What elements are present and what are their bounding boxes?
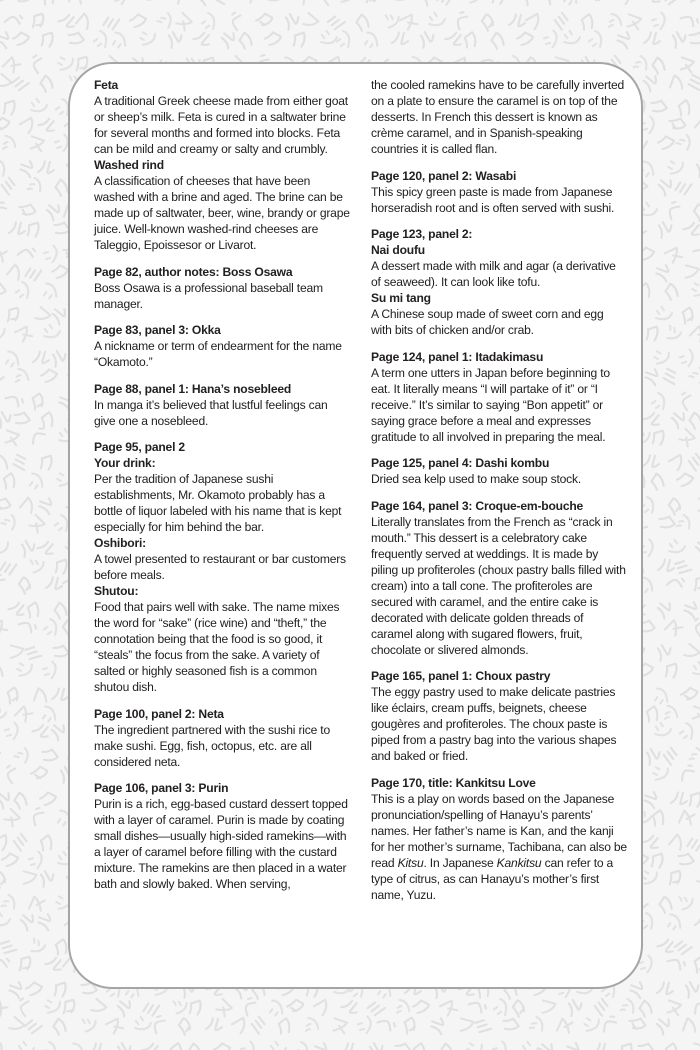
entry-heading: Page 100, panel 2: Neta [94, 706, 224, 721]
entry-text: the cooled ramekins have to be carefully inverted on a plate to ensure the caramel is on top of the desserts. In French this dessert is known as crème caramel, and in Spanish-speaking countries it is called flan. [371, 78, 625, 156]
glossary-entry [94, 264, 350, 312]
entry-heading: Nai doufu [371, 243, 425, 257]
entry-text: A towel presented to restaurant or bar customers before meals. [94, 552, 346, 582]
entry-heading: Shutou: [94, 584, 139, 598]
entry-text: This spicy green paste is made from Japanese horseradish root and is often served with sushi. [371, 184, 615, 215]
entry-heading: Page 165, panel 1: Choux pastry [371, 669, 551, 683]
entry-heading: Page 164, panel 3: Croque-em-bouche [371, 498, 584, 513]
glossary-entry [371, 668, 627, 764]
glossary-entry [94, 780, 350, 892]
entry-text: A Chinese soup made of sweet corn and egg with bits of chicken and/or crab. [371, 307, 604, 337]
entry-text: The eggy pastry used to make delicate pastries like éclairs, cream puffs, beignets, cheese gougères and profiteroles. The choux paste is piped from a pastry bag into the various shapes and baked or fried. [371, 685, 617, 763]
glossary-entry [94, 439, 350, 695]
glossary-entry [94, 322, 350, 370]
entry-heading: Washed rind [94, 158, 164, 172]
glossary-entry [371, 498, 627, 658]
entry-heading: Feta [94, 78, 119, 92]
entry-text: A dessert made with milk and agar (a derivative of seaweed). It can look like tofu. [371, 259, 616, 289]
entry-text: A nickname or term of endearment for the name “Okamoto.” [94, 339, 342, 369]
entry-text: This is a play on words based on the Japanese pronunciation/spelling of Hanayu’s parents’ names. Her father’s name is Kan, and the kanji for her mother’s surname, Tachibana, can also be read Kitsu. In Japanese Kankitsu can refer to a type of citrus, as can Hanayu’s mother’s first name, Yuzu. [371, 791, 627, 902]
glossary-entry [94, 381, 350, 429]
entry-text: Literally translates from the French as “crack in mouth.” This dessert is a celebratory cake frequently served at weddings. It is made by piling up profiteroles (choux pastry balls filled with cream) into a tall cone. The profiteroles are secured with caramel, and the entire cake is decorated with delicate golden threads of caramel along with sugared flowers, fruit, chocolate or slivered almonds. [371, 514, 626, 657]
entry-text: A classification of cheeses that have been washed with a brine and aged. The brine can be made up of saltwater, beer, wine, brandy or grape juice. Well-known washed-rind cheeses are Taleggio, Epoissesor or Livarot. [94, 174, 350, 252]
glossary-entry [94, 706, 350, 770]
glossary-columns [94, 77, 627, 913]
entry-text: A term one utters in Japan before beginning to eat. It literally means “I will partake of it” or “I receive.” It’s similar to saying “Bon appetit” or saying grace before a meal and expresses gratitude to all involved in preparing the meal. [371, 365, 610, 444]
entry-heading: Page 124, panel 1: Itadakimasu [371, 349, 544, 364]
glossary-entry [94, 77, 350, 253]
entry-text: Purin is a rich, egg-based custard dessert topped with a layer of caramel. Purin is made by coating small dishes—usually high-sided ramekins—with a layer of caramel before filling with the custard mixture. The ramekins are then placed in a water bath and slowly baked. When serving, [94, 797, 348, 891]
entry-heading: Page 170, title: Kankitsu Love [371, 775, 536, 790]
entry-text: Boss Osawa is a professional baseball team manager. [94, 280, 323, 311]
entry-text: Dried sea kelp used to make soup stock. [371, 472, 581, 486]
glossary-entry [371, 775, 627, 903]
glossary-entry [371, 168, 627, 216]
entry-heading: Page 123, panel 2: [371, 227, 473, 241]
glossary-entry [371, 77, 627, 157]
entry-heading: Page 120, panel 2: Wasabi [371, 168, 517, 183]
entry-heading: Page 125, panel 4: Dashi kombu [371, 456, 550, 470]
glossary-entry [371, 455, 627, 487]
entry-heading: Your drink: [94, 456, 156, 470]
glossary-entry [371, 226, 627, 338]
entry-text: A traditional Greek cheese made from either goat or sheep’s milk. Feta is cured in a saltwater brine for several months and formed into blocks. Feta can be mild and creamy or salty and crumbly. [94, 94, 348, 156]
glossary-column-left [94, 77, 350, 913]
entry-text: Food that pairs well with sake. The name mixes the word for “sake” (rice wine) and “theft,” the connotation being that the food is so good, it “steals” the focus from the sake. A variety of salted or highly seasoned fish is a common shutou dish. [94, 600, 340, 694]
entry-text: The ingredient partnered with the sushi rice to make sushi. Egg, fish, octopus, etc. are all considered neta. [94, 722, 330, 769]
entry-heading: Page 95, panel 2 [94, 440, 185, 454]
entry-heading: Oshibori: [94, 536, 146, 550]
glossary-card [68, 62, 643, 989]
entry-heading: Page 82, author notes: Boss Osawa [94, 264, 293, 279]
glossary-column-right [371, 77, 627, 913]
entry-heading: Page 88, panel 1: Hana’s nosebleed [94, 381, 292, 396]
entry-text: Per the tradition of Japanese sushi establishments, Mr. Okamoto probably has a bottle of liquor labeled with his name that is kept especially for him behind the bar. [94, 472, 342, 534]
entry-heading: Page 106, panel 3: Purin [94, 781, 229, 795]
entry-heading: Page 83, panel 3: Okka [94, 323, 221, 337]
glossary-entry [371, 349, 627, 445]
entry-heading: Su mi tang [371, 291, 431, 305]
entry-text: In manga it’s believed that lustful feelings can give one a nosebleed. [94, 397, 328, 428]
